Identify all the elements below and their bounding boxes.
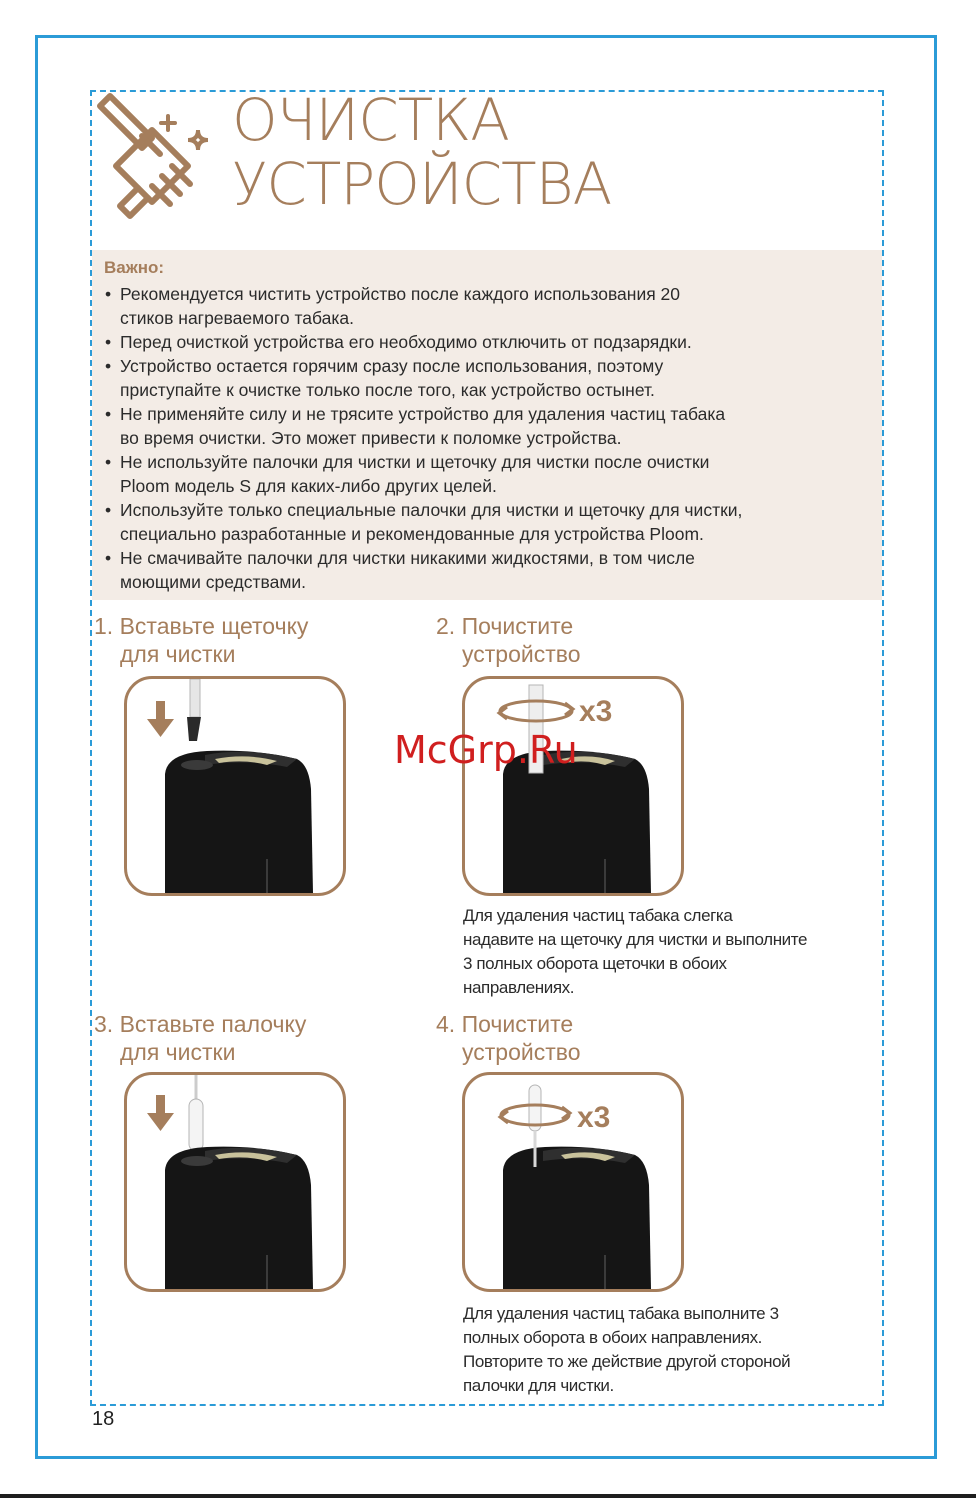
- step-2-subtitle: устройство: [462, 641, 581, 667]
- bullet-line-1: Рекомендуется чистить устройство после каждого использования 20: [120, 284, 681, 304]
- watermark: McGrp.Ru: [394, 728, 578, 772]
- step-1-heading: [94, 612, 308, 668]
- list-item: [104, 498, 874, 546]
- list-item: [104, 282, 874, 330]
- list-item: [104, 546, 874, 594]
- caption-line: Повторите то же действие другой стороной: [463, 1352, 791, 1371]
- list-item: [104, 330, 874, 354]
- step-2-heading: [436, 612, 581, 668]
- cleaning-stick-tool: [189, 1075, 203, 1151]
- page-number: 18: [92, 1408, 115, 1430]
- step-2-caption: [463, 904, 807, 1000]
- step-4-illustration: [462, 1072, 684, 1292]
- bullet-line-1: Не используйте палочки для чистки и щеточку для чистки после очистки: [120, 452, 710, 472]
- important-list: [104, 282, 874, 594]
- bottom-rule: [0, 1494, 976, 1498]
- bullet-line-1: Используйте только специальные палочки для чистки и щеточку для чистки,: [120, 500, 743, 520]
- cleaning-brush-tool: [187, 679, 201, 741]
- device-illustration: [503, 1147, 651, 1289]
- bullet-line-1: Не смачивайте палочки для чистки никакими жидкостями, в том числе: [120, 548, 695, 568]
- bullet-line-1: Перед очисткой устройства его необходимо отключить от подзарядки.: [120, 332, 692, 352]
- title-line-2: УСТРОЙСТВА: [232, 150, 612, 218]
- repeat-count-badge: x3: [579, 695, 613, 728]
- bullet-line-2: моющими средствами.: [120, 572, 307, 592]
- list-item: [104, 450, 874, 498]
- step-3-illustration: [124, 1072, 346, 1292]
- step-2-title: 2. Почистите: [436, 613, 574, 639]
- brush-icon: [90, 92, 220, 222]
- caption-line: палочки для чистки.: [463, 1376, 614, 1395]
- caption-line: 3 полных оборота щеточки в обоих: [463, 954, 727, 973]
- bullet-line-2: специально разработанные и рекомендованные для устройства Ploom.: [120, 524, 704, 544]
- step-1-title: 1. Вставьте щеточку: [94, 613, 309, 639]
- arrow-down-icon: [147, 701, 174, 737]
- bullet-line-1: Устройство остается горячим сразу после использования, поэтому: [120, 356, 664, 376]
- device-illustration: [503, 751, 651, 893]
- step-1-illustration: [124, 676, 346, 896]
- step-2-illustration: [462, 676, 684, 896]
- caption-line: надавите на щеточку для чистки и выполните: [463, 930, 808, 949]
- step-3-heading: [94, 1010, 306, 1066]
- list-item: [104, 402, 874, 450]
- step-4-caption: [463, 1302, 790, 1398]
- list-item: [104, 354, 874, 402]
- arrow-down-icon: [147, 1095, 174, 1131]
- step-4-heading: [436, 1010, 581, 1066]
- bullet-line-2: приступайте к очистке только после того, как устройство остынет.: [120, 380, 655, 400]
- repeat-count-badge: x3: [577, 1101, 611, 1134]
- step-1-subtitle: для чистки: [120, 641, 236, 667]
- step-4-subtitle: устройство: [462, 1039, 581, 1065]
- caption-line: полных оборота в обоих направлениях.: [463, 1328, 762, 1347]
- bullet-line-2: во время очистки. Это может привести к поломке устройства.: [120, 428, 622, 448]
- step-4-title: 4. Почистите: [436, 1011, 574, 1037]
- bullet-line-2: Ploom модель S для каких-либо других целей.: [120, 476, 497, 496]
- caption-line: Для удаления частиц табака слегка: [463, 906, 733, 925]
- step-3-subtitle: для чистки: [120, 1039, 236, 1065]
- device-illustration: [165, 1147, 313, 1289]
- bullet-line-1: Не применяйте силу и не трясите устройство для удаления частиц табака: [120, 404, 726, 424]
- page-title: [232, 88, 611, 216]
- title-line-1: ОЧИСТКА: [232, 86, 509, 154]
- caption-line: направлениях.: [463, 978, 575, 997]
- bullet-line-2: стиков нагреваемого табака.: [120, 308, 354, 328]
- caption-line: Для удаления частиц табака выполните 3: [463, 1304, 779, 1323]
- device-illustration: [165, 751, 313, 893]
- step-3-title: 3. Вставьте палочку: [94, 1011, 307, 1037]
- important-title: Важно:: [104, 258, 165, 277]
